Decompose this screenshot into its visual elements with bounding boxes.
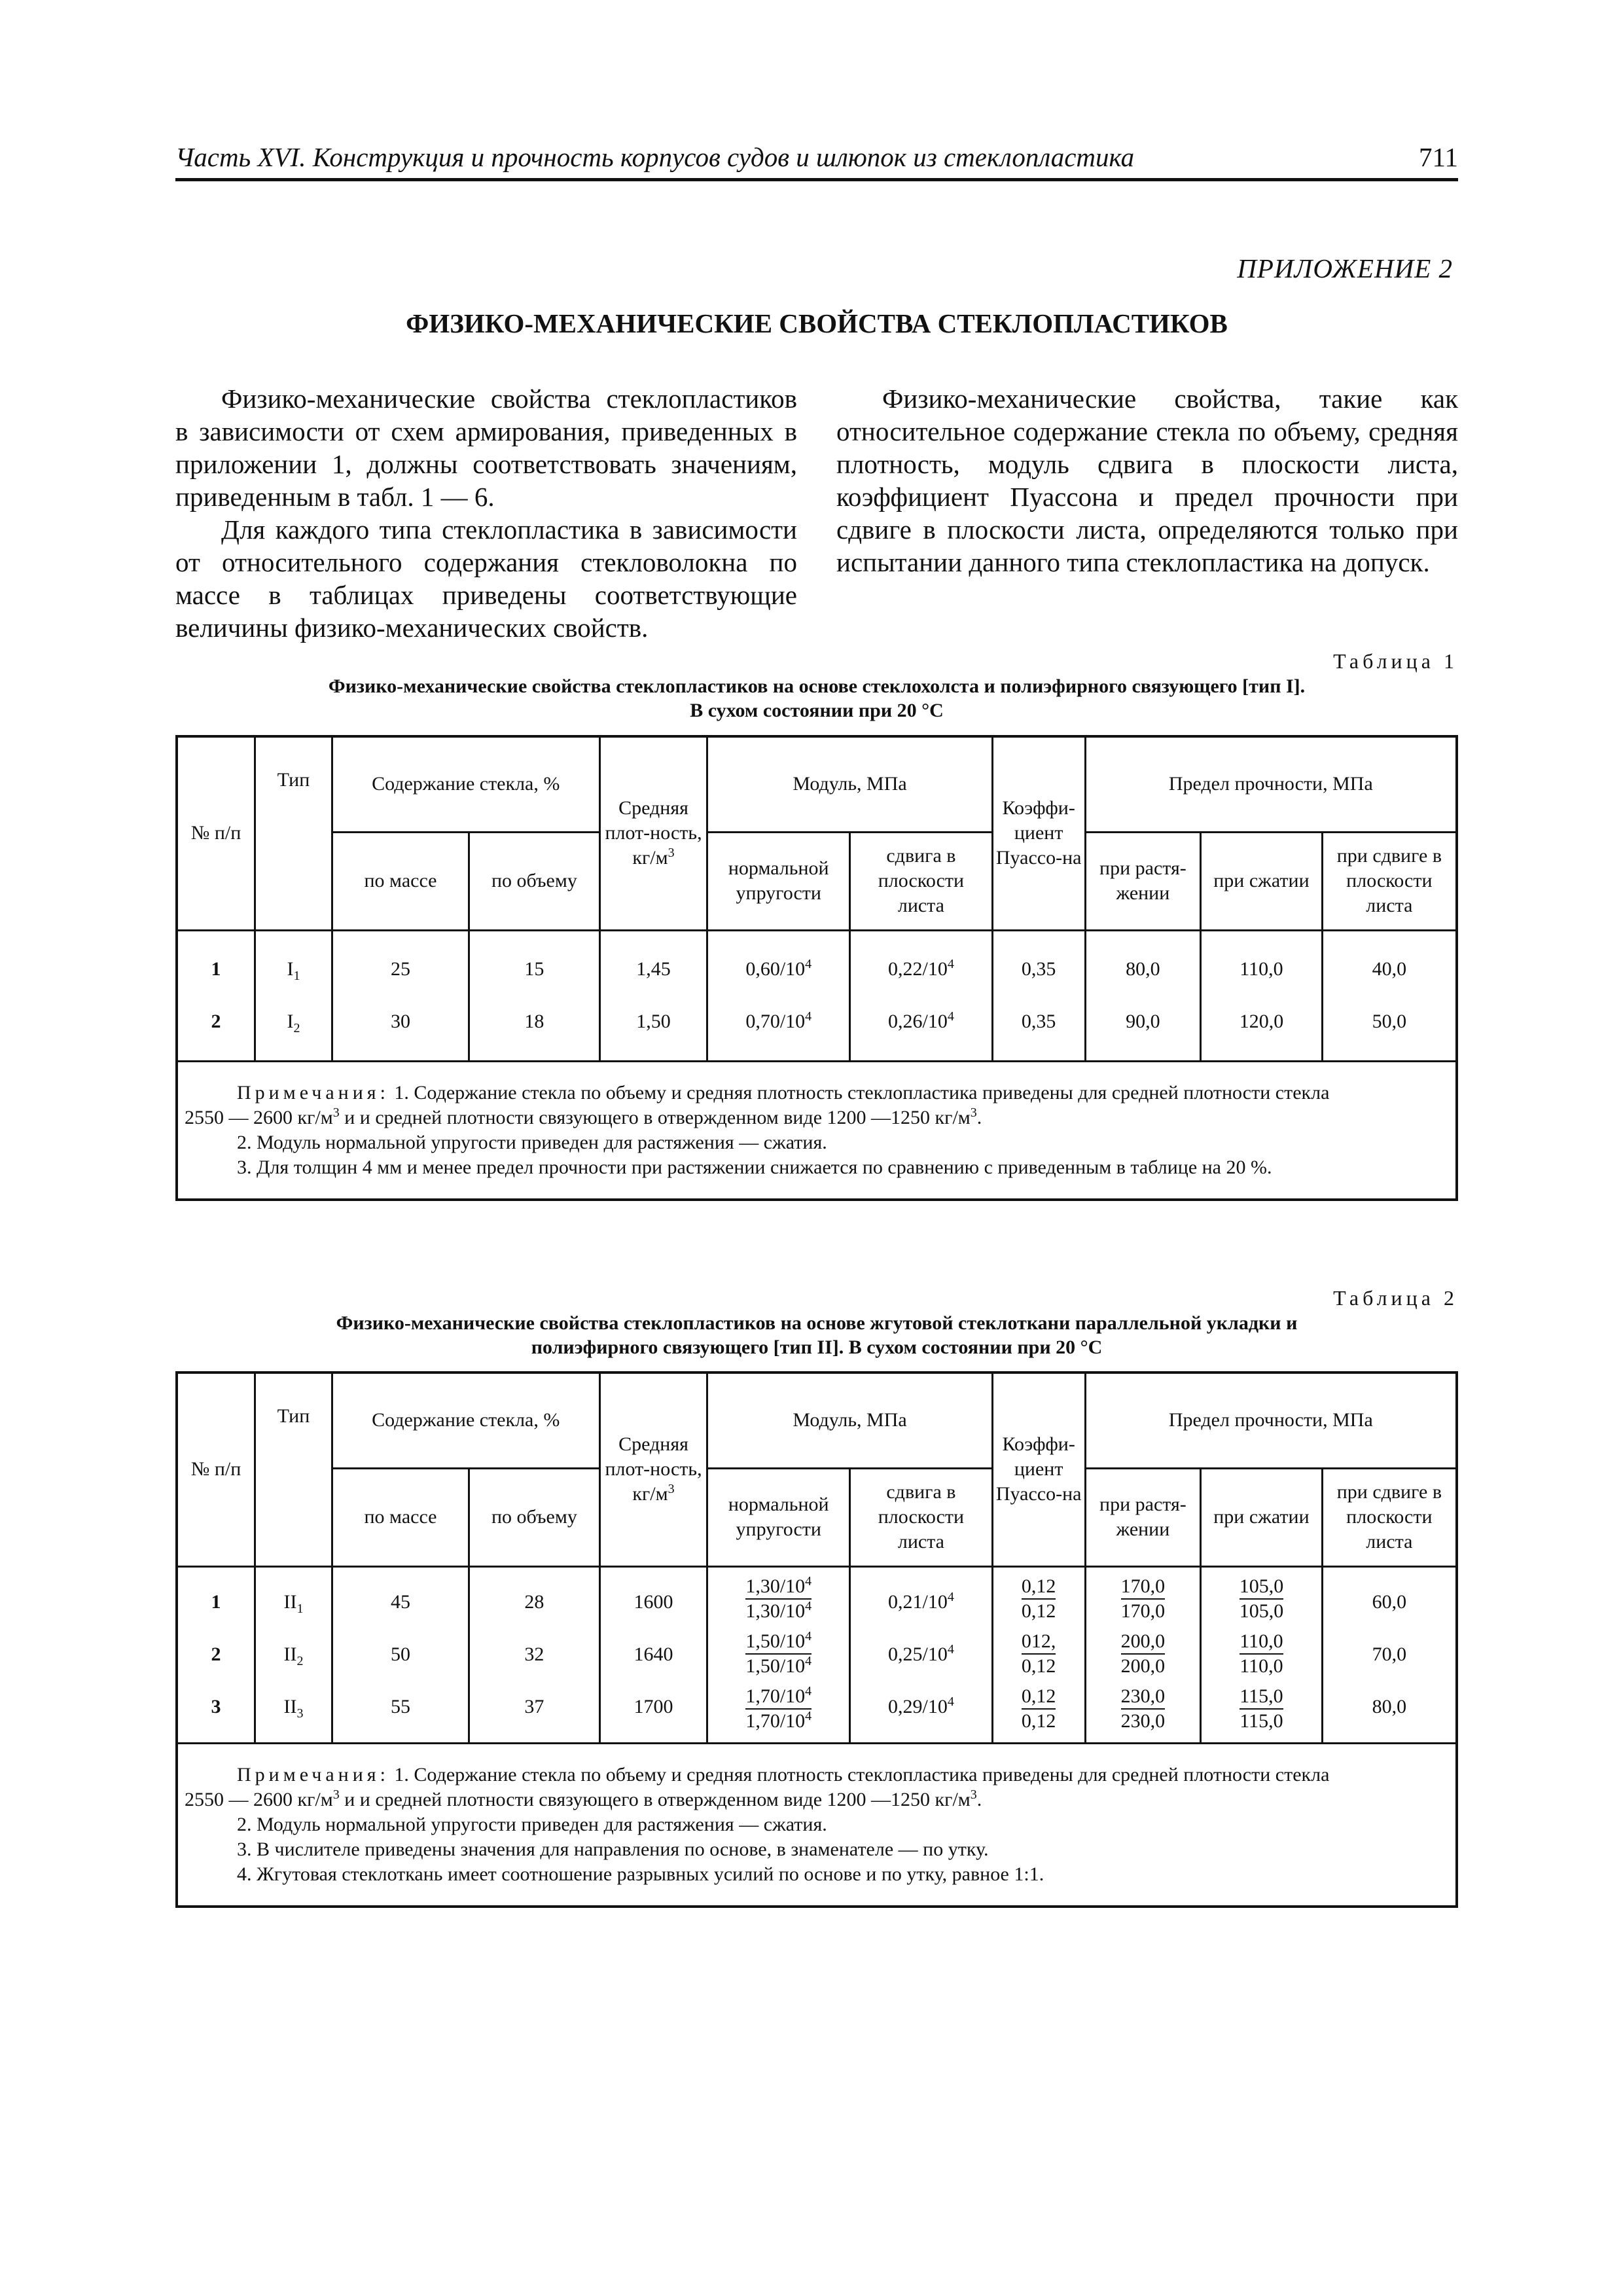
col-shear-header: сдвига в плоскости листа	[850, 1468, 993, 1566]
col-volume-header: по объему	[469, 832, 600, 930]
left-column	[175, 382, 797, 644]
cell-shear: $0,21/10^4$ $0,25/10^4$ $0,29/10^4$	[850, 1566, 993, 1743]
table1-caption	[175, 674, 1458, 723]
table2-caption-line: полиэфирного связующего [тип II]. В сухом состоянии при 20 °С	[531, 1336, 1103, 1358]
col-modulus-header: Модуль, МПа	[707, 1372, 992, 1468]
table1-notes: Примечания: 1. Содержание стекла по объему и средняя плотность стеклопластика приведены для средней плотности стекла 2550 — 2600 $кг/м^3$ и и средней плотности связующего в отвержденном виде 1200 —1250 $кг/м^3$. 2. Модуль нормальной упругости приведен для растяжения — сжатия. 3. Для толщин 4 мм и менее предел прочности при растяжении снижается по сравнению с приведенным в таблице на 20 %.	[177, 1061, 1457, 1200]
cell-compression: $\frac{105,0}{105,0}$ $\frac{110,0}{110,0}$ $\frac{115,0}{115,0}$	[1201, 1566, 1323, 1743]
col-shear-header: сдвига в плоскости листа	[850, 832, 993, 930]
cell-tension: $\frac{170,0}{170,0}$ $\frac{200,0}{200,0}$ $\frac{230,0}{230,0}$	[1085, 1566, 1201, 1743]
cell-mass: 25 30	[332, 930, 469, 1061]
col-shear-strength-header: при сдвиге в плоскости листа	[1322, 1468, 1457, 1566]
page-title: ФИЗИКО-МЕХАНИЧЕСКИЕ СВОЙСТВА СТЕКЛОПЛАСТИКОВ	[406, 308, 1228, 338]
col-num-header: № п/п	[177, 736, 255, 930]
appendix-label: ПРИЛОЖЕНИЕ 2	[1237, 253, 1453, 283]
cell-density: 1600 1640 1700	[599, 1566, 707, 1743]
cell-mass: 45 50 55	[332, 1566, 469, 1743]
right-column	[836, 382, 1458, 579]
col-glass-header: Содержание стекла, %	[332, 736, 599, 832]
col-tension-header: при растя-жении	[1085, 832, 1201, 930]
cell-shear-strength: 40,0 50,0	[1322, 930, 1457, 1061]
cell-num: 1 2	[177, 930, 255, 1061]
col-mass-header: по массе	[332, 1468, 469, 1566]
col-tension-header: при растя-жении	[1085, 1468, 1201, 1566]
table1-caption-line: Физико-механические свойства стеклопластиков на основе стеклохолста и полиэфирного связующего [тип I].	[328, 675, 1306, 697]
cell-normal: $0,60/10^4$ $0,70/10^4$	[707, 930, 850, 1061]
paragraph: Физико-механические свойства стеклопластиков в зависимости от схем армирования, приведенных в приложении 1, должны соответствовать значениям, приведенным в табл. 1 — 6.	[175, 384, 797, 512]
cell-shear-strength: 60,0 70,0 80,0	[1322, 1566, 1457, 1743]
running-title: Часть XVI. Конструкция и прочность корпусов судов и шлюпок из стеклопластика	[175, 142, 1135, 172]
col-mass-header: по массе	[332, 832, 469, 930]
col-compression-header: при сжатии	[1201, 1468, 1323, 1566]
cell-poisson: 0,35 0,35	[992, 930, 1085, 1061]
cell-volume: 15 18	[469, 930, 600, 1061]
col-poisson-header: Коэффи-циент Пуассо-на	[992, 1372, 1085, 1566]
col-type-header: Тип	[255, 736, 332, 930]
cell-compression: 110,0 120,0	[1201, 930, 1323, 1061]
cell-tension: 80,0 90,0	[1085, 930, 1201, 1061]
table1-label: Таблица 1	[1333, 649, 1458, 673]
table2-notes: Примечания: 1. Содержание стекла по объему и средняя плотность стеклопластика приведены для средней плотности стекла 2550 — 2600 $кг/м^3$ и и средней плотности связующего в отвержденном виде 1200 —1250 $кг/м^3$. 2. Модуль нормальной упругости приведен для растяжения — сжатия. 3. В числителе приведены значения для направления по основе, в знаменателе — по утку. 4. Жгутовая стеклоткань имеет соотношение разрывных усилий по основе и по утку, равное 1:1.	[177, 1743, 1457, 1907]
col-density-header: Средняя плот-ность, $кг/м^3$	[599, 736, 707, 930]
table-row-group	[177, 1566, 1457, 1743]
cell-type: $II_1$ $II_2$ $II_3$	[255, 1566, 332, 1743]
col-num-header: № п/п	[177, 1372, 255, 1566]
col-compression-header: при сжатии	[1201, 832, 1323, 930]
cell-num: 1 2 3	[177, 1566, 255, 1743]
col-strength-header: Предел прочности, МПа	[1085, 1372, 1457, 1468]
table2-caption	[175, 1311, 1458, 1359]
running-header	[175, 139, 1458, 181]
cell-type: $I_1$ $I_2$	[255, 930, 332, 1061]
paragraph: Физико-механические свойства, такие как относительное содержание стекла по объему, средняя плотность, модуль сдвига в плоскости листа, коэффициент Пуассона и предел прочности при сдвиге в плоскости листа, определяются только при испытании данного типа стеклопластика на допуск.	[836, 384, 1458, 577]
table2-label: Таблица 2	[1333, 1286, 1458, 1310]
col-density-header: Средняя плот-ность, $кг/м^3$	[599, 1372, 707, 1566]
paragraph: Для каждого типа стеклопластика в зависимости от относительного содержания стекловолокна по массе в таблицах приведены соответствующие величины физико-механических свойств.	[175, 514, 797, 643]
cell-normal: $\frac{1,30/10^4}{1,30/10^4}$ $\frac{1,50/10^4}{1,50/10^4}$ $\frac{1,70/10^4}{1,70/10^4}$	[707, 1566, 850, 1743]
col-strength-header: Предел прочности, МПа	[1085, 736, 1457, 832]
table1-caption-line: В сухом состоянии при 20 °С	[690, 700, 944, 721]
col-shear-strength-header: при сдвиге в плоскости листа	[1322, 832, 1457, 930]
col-normal-header: нормальной упругости	[707, 832, 850, 930]
cell-poisson: $\frac{0,12}{0,12}$ $\frac{012,}{0,12}$ $\frac{0,12}{0,12}$	[992, 1566, 1085, 1743]
col-poisson-header: Коэффи-циент Пуассо-на	[992, 736, 1085, 930]
col-glass-header: Содержание стекла, %	[332, 1372, 599, 1468]
table1	[175, 735, 1458, 1201]
table2-notes-row	[177, 1743, 1457, 1907]
col-normal-header: нормальной упругости	[707, 1468, 850, 1566]
col-type-header: Тип	[255, 1372, 332, 1566]
table-row-group	[177, 930, 1457, 1061]
table2-caption-line: Физико-механические свойства стеклопластиков на основе жгутовой стеклоткани параллельной укладки и	[336, 1312, 1298, 1334]
cell-density: 1,45 1,50	[599, 930, 707, 1061]
table2	[175, 1371, 1458, 1908]
col-modulus-header: Модуль, МПа	[707, 736, 992, 832]
page-number: 711	[1419, 142, 1458, 172]
cell-shear: $0,22/10^4$ $0,26/10^4$	[850, 930, 993, 1061]
cell-volume: 28 32 37	[469, 1566, 600, 1743]
col-volume-header: по объему	[469, 1468, 600, 1566]
table1-notes-row	[177, 1061, 1457, 1200]
